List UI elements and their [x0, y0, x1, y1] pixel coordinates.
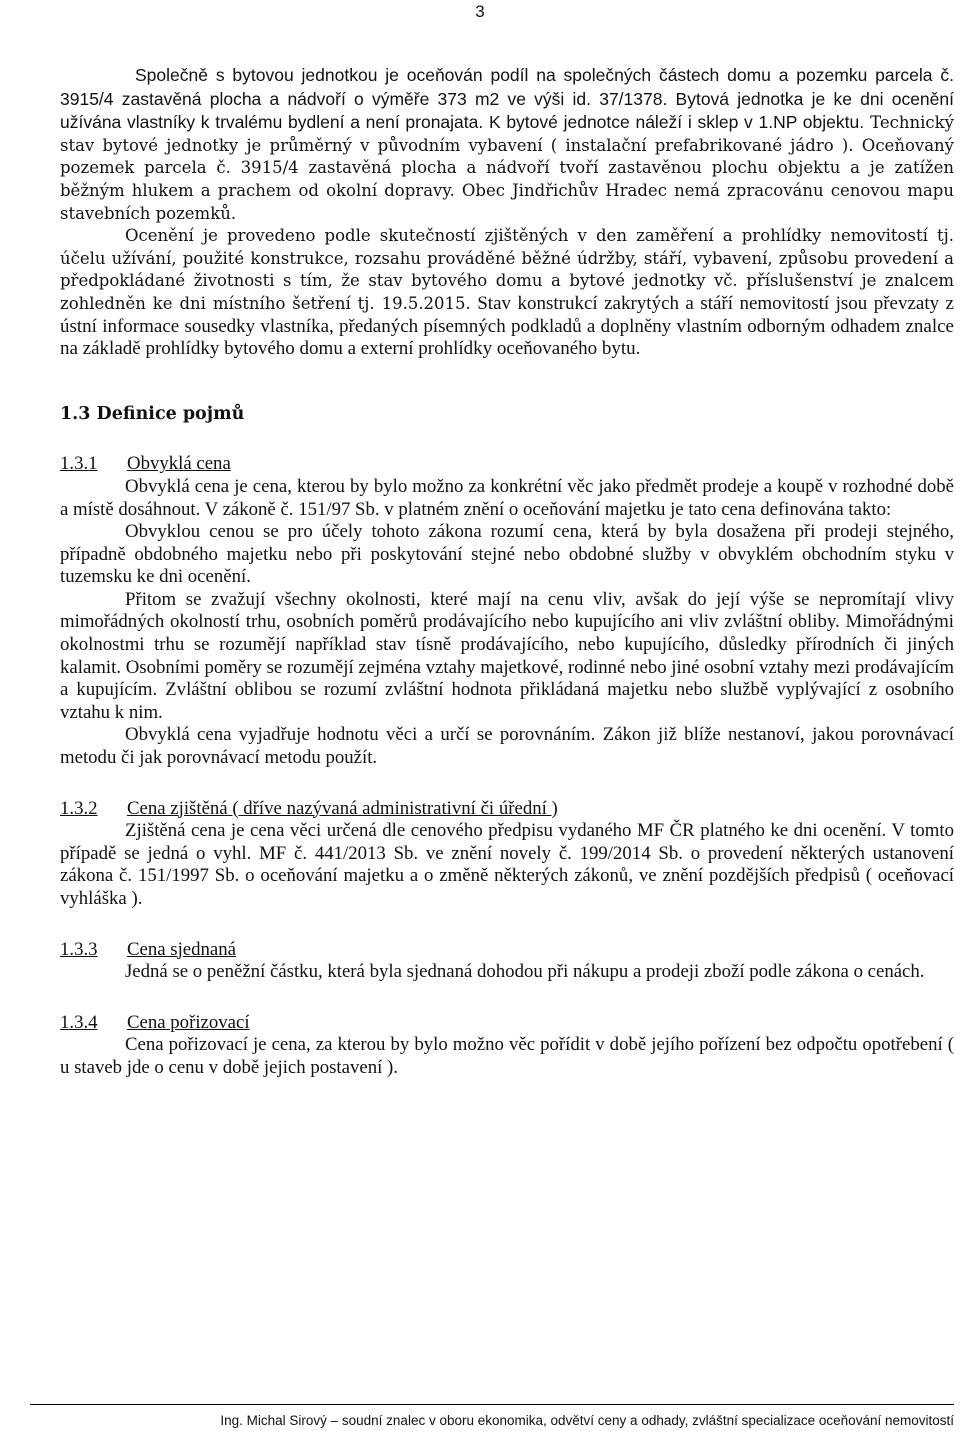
definition-paragraph: Obvyklou cenou se pro účely tohoto zákona rozumí cena, která by byla dosažena při prodeji stejného, případně obdobného majetku nebo při poskytování stejné nebo obdobné služby v obvyklém obchodním styku v tuzemsku ke dni ocenění. — [60, 521, 954, 588]
subsection-heading — [60, 453, 954, 476]
definition-paragraph: Obvyklá cena je cena, kterou by bylo možno za konkrétní věc jako předmět prodeje a koupě v rozhodné době a místě dosáhnout. V zákoně č. 151/97 Sb. v platném znění o oceňování majetku je tato cena definována takto: — [60, 475, 954, 520]
subsection-heading — [60, 798, 954, 821]
inspection-text-part-1: Ocenění je provedeno podle skutečností zjištěných v den zaměření a prohlídky nemovitostí tj. účelu užívání, použité konstrukce, rozsahu prováděné běžné údržby, stáří, vybavení, způsobu provedení a předpokládané životnosti s tím, že stav bytového domu a bytové jednotky vč. příslušenství je znalcem zohledněn ke dni místního šetření tj. 19.5.2015. — [60, 226, 954, 313]
subsection-title: Obvyklá cena — [127, 453, 231, 475]
subsection-number: 1.3.2 — [60, 797, 98, 819]
subsection-number: 1.3.1 — [60, 453, 98, 475]
definition-paragraph: Obvyklá cena vyjadřuje hodnotu věci a určí se porovnáním. Zákon již blíže nestanoví, jakou porovnávací metodu či jak porovnávací metodu použít. — [60, 724, 954, 769]
document-body — [60, 64, 954, 1080]
definition-paragraph: Jedná se o peněžní částku, která byla sjednaná dohodou při nákupu a prodeji zboží podle zákona o cenách. — [125, 961, 925, 983]
subsection-heading — [60, 1012, 954, 1035]
definition-paragraph: Přitom se zvažují všechny okolnosti, které mají na cenu vliv, avšak do její výše se nepromítají vlivy mimořádných okolností trhu, osobních poměrů prodávajícího nebo kupujícího ani vliv zvláštní obliby. Mimořádnými okolnostmi trhu se rozumějí například stav tísně prodávajícího, nebo kupujícího, důsledky přírodních či jiných kalamit. Osobními poměry se rozumějí zejména vztahy majetkové, rodinné nebo jiné osobní vztahy mezi prodávajícím a kupujícím. Zvláštní oblibou se rozumí zvláštní hodnota přikládaná majetku nebo službě vyplývající z osobního vztahu k nim. — [60, 588, 954, 723]
intro-text-part-1: Společně s bytovou jednotkou je oceňován podíl na společných částech domu a pozemku parcela č. 3915/4 zastavěná plocha a nádvoří o výměře 373 m2 ve výši id. 37/1378. Bytová jednotka je ke dni ocenění užívána vlastníky k trvalému bydlení a není pronajata. K bytové jednotce náleží i sklep v 1.NP objektu. — [60, 65, 954, 133]
intro-paragraph — [60, 64, 954, 225]
definition-paragraph: Zjištěná cena je cena věci určená dle cenového předpisu vydaného MF ČR platného ke dni ocenění. V tomto případě se jedná o vyhl. MF č. 441/2013 Sb. ve znění novely č. 199/2014 Sb. o provedení některých ustanovení zákona č. 151/1997 Sb. o oceňování majetku a o změně některých zákonů, ve znění pozdějších předpisů ( oceňovací vyhláška ). — [60, 820, 954, 909]
page-number: 3 — [475, 2, 485, 21]
intro-text-part-2: Technický stav bytové jednotky je průměrný v původním vybavení ( instalační prefabrikované jádro ). Oceňovaný pozemek parcela č. 3915/4 zastavěná plocha a nádvoří tvoří zastavěnou plochu objektu a je zatížen běžným hlukem a prachem od okolní dopravy. Obec Jindřichův Hradec nemá zpracovánu cenovou mapu stavebních pozemků. — [60, 113, 954, 223]
section-heading: 1.3 Definice pojmů — [60, 403, 245, 424]
subsection-number: 1.3.4 — [60, 1011, 98, 1033]
page-footer: Ing. Michal Sirový – soudní znalec v oboru ekonomika, odvětví ceny a odhady, zvláštní specializace oceňování nemovitostí — [30, 1404, 954, 1428]
inspection-paragraph — [60, 225, 954, 361]
subsection-title: Cena sjednaná — [127, 938, 236, 960]
subsection-title: Cena zjištěná ( dříve nazývaná administrativní či úřední ) — [127, 797, 558, 819]
inspection-text-part-2: Stav konstrukcí zakrytých a stáří nemovitostí jsou převzaty z ústní informace sousedky vlastníka, předaných písemných podkladů a doplněny vlastním odborným odhadem znalce na základě prohlídky bytového domu a externí prohlídky oceňovaného bytu. — [60, 292, 954, 360]
subsection-heading — [60, 939, 954, 962]
definition-paragraph: Cena pořizovací je cena, za kterou by bylo možno věc pořídit v době jejího pořízení bez odpočtu opotřebení ( u staveb jde o cenu v době jejich postavení ). — [60, 1034, 954, 1078]
subsection-title: Cena pořizovací — [127, 1011, 250, 1033]
subsection-number: 1.3.3 — [60, 938, 98, 960]
